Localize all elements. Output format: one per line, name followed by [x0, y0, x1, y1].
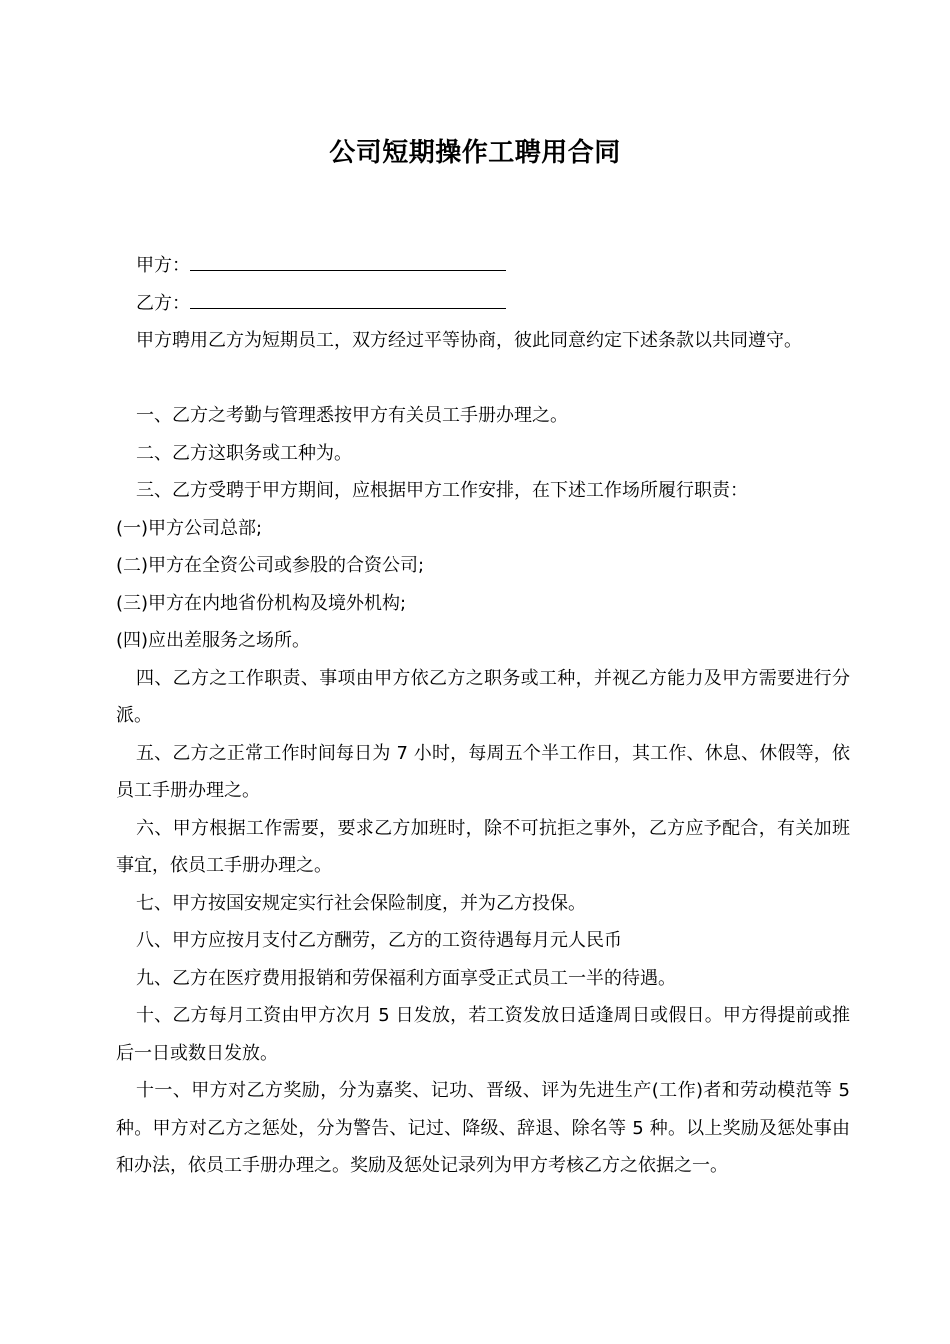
clause-3: 三、乙方受聘于甲方期间，应根据甲方工作安排，在下述工作场所履行职责： [136, 480, 748, 501]
party-b-blank [190, 290, 506, 309]
document-title: 公司短期操作工聘用合同 [329, 138, 621, 168]
party-b-line [116, 285, 850, 323]
party-a-line [116, 247, 850, 285]
clause-2: 二、乙方这职务或工种为。 [136, 442, 352, 464]
clause-9: 九、乙方在医疗费用报销和劳保福利方面享受正式员工一半的待遇。 [136, 967, 676, 989]
party-b-label: 乙方： [136, 292, 190, 314]
clause-10: 十、乙方每月工资由甲方次月 5 日发放，若工资发放日适逢周日或假日。甲方得提前或推后一日或数日发放。 [116, 1005, 850, 1064]
clause-1: 一、乙方之考勤与管理悉按甲方有关员工手册办理之。 [136, 405, 568, 426]
document-body [116, 247, 850, 1185]
clause-8: 八、甲方应按月支付乙方酬劳，乙方的工资待遇每月元人民币 [136, 930, 622, 951]
clause-3-item-2: (二)甲方在全资公司或参股的合资公司; [116, 555, 425, 576]
clause-11: 十一、甲方对乙方奖励，分为嘉奖、记功、晋级、评为先进生产(工作)者和劳动模范等 5 种。甲方对乙方之惩处，分为警告、记过、降级、辞退、除名等 5 种。以上奖励及惩处事由和办法，依员工手册办理之。奖励及惩处记录列为甲方考核乙方之依据之一。 [116, 1080, 850, 1176]
party-a-label: 甲方： [136, 255, 190, 276]
clause-4: 四、乙方之工作职责、事项由甲方依乙方之职务或工种，并视乙方能力及甲方需要进行分派。 [116, 667, 850, 726]
clause-7: 七、甲方按国安规定实行社会保险制度，并为乙方投保。 [136, 892, 586, 914]
clause-3-item-3: (三)甲方在内地省份机构及境外机构; [116, 592, 407, 614]
clause-6: 六、甲方根据工作需要，要求乙方加班时，除不可抗拒之事外，乙方应予配合，有关加班事宜，依员工手册办理之。 [116, 817, 850, 876]
spacer [116, 360, 850, 398]
party-a-blank [190, 252, 506, 271]
clause-3-item-1: (一)甲方公司总部; [116, 517, 263, 539]
preamble: 甲方聘用乙方为短期员工，双方经过平等协商，彼此同意约定下述条款以共同遵守。 [136, 330, 802, 351]
clause-3-item-4: (四)应出差服务之场所。 [116, 630, 311, 651]
clause-5: 五、乙方之正常工作时间每日为 7 小时，每周五个半工作日，其工作、休息、休假等，依员工手册办理之。 [116, 742, 850, 801]
